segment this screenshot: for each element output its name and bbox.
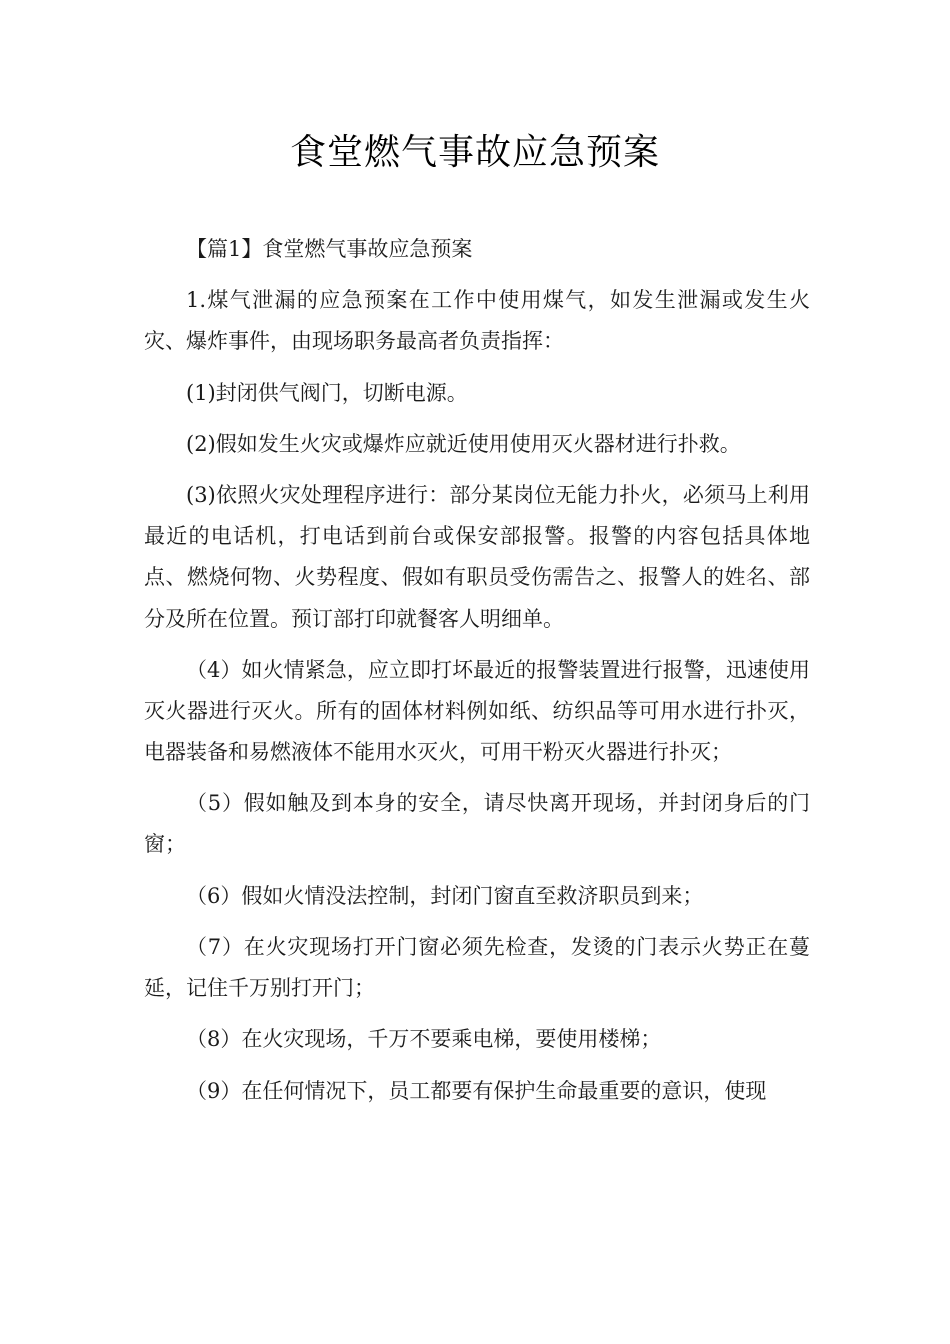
paragraph-step-2: (2)假如发生火灾或爆炸应就近使用使用灭火器材进行扑救。	[186, 431, 741, 456]
paragraph-step-7: （7）在火灾现场打开门窗必须先检查，发烫的门表示火势正在蔓延，记住千万别打开门；	[144, 934, 810, 1000]
document-body	[144, 229, 810, 1122]
paragraph-step-3: (3)依照火灾处理程序进行：部分某岗位无能力扑火，必须马上利用最近的电话机，打电话到前台或保安部报警。报警的内容包括具体地点、燃烧何物、火势程度、假如有职员受伤需告之、报警人的姓名、部分及所在位置。预订部打印就餐客人明细单。	[144, 483, 810, 631]
paragraph-step-5: （5）假如触及到本身的安全，请尽快离开现场，并封闭身后的门窗；	[144, 791, 810, 857]
paragraph-step-4: （4）如火情紧急，应立即打坏最近的报警装置进行报警，迅速使用灭火器进行灭火。所有的固体材料例如纸、纺织品等可用水进行扑灭，电器装备和易燃液体不能用水灭火，可用干粉灭火器进行扑灭；	[144, 657, 810, 764]
paragraph-gas-leak-plan: 1.煤气泄漏的应急预案在工作中使用煤气，如发生泄漏或发生火灾、爆炸事件，由现场职务最高者负责指挥：	[144, 288, 810, 354]
paragraph-step-6: （6）假如火情没法控制，封闭门窗直至救济职员到来；	[186, 883, 704, 908]
paragraph-step-1: (1)封闭供气阀门，切断电源。	[186, 380, 468, 405]
document-title: 食堂燃气事故应急预案	[289, 132, 660, 173]
paragraph-step-8: （8）在火灾现场，千万不要乘电梯，要使用楼梯；	[186, 1027, 662, 1052]
paragraph-step-9: （9）在任何情况下，员工都要有保护生命最重要的意识，使现	[186, 1078, 767, 1103]
section-heading: 【篇1】食堂燃气事故应急预案	[186, 237, 473, 261]
